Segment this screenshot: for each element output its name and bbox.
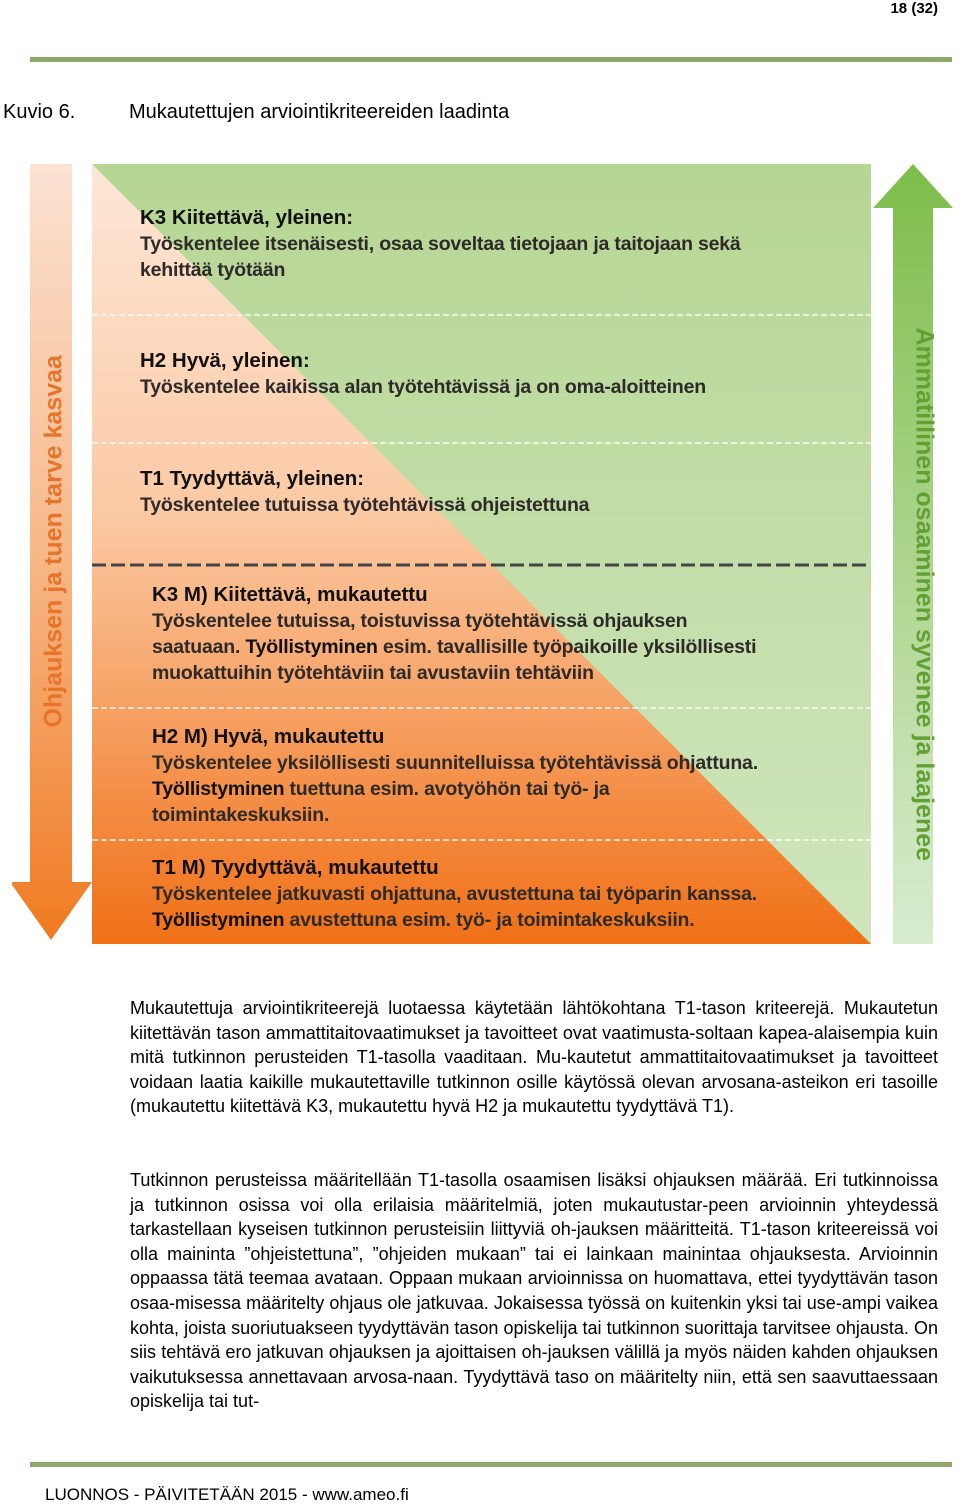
- level-text: Työskentelee jatkuvasti ohjattuna, avustettuna tai työparin kanssa.: [152, 883, 758, 905]
- level-title: K3 Kiitettävä, yleinen:: [140, 206, 354, 229]
- level-title: H2 Hyvä, yleinen:: [140, 349, 310, 372]
- level-t1-adapted: [152, 855, 852, 933]
- level-title: H2 M) Hyvä, mukautettu: [152, 725, 385, 748]
- page-number: 18 (32): [890, 0, 938, 17]
- level-text: kehittää työtään: [140, 259, 286, 281]
- body-paragraph: Tutkinnon perusteissa määritellään T1-tasolla osaamisen lisäksi ohjauksen määrää. Eri tutkinnoissa ja tutkinnon osissa voi olla erilaisia määritelmiä, joten mukautustar-peen arvioinnin yhteydessä tarkastellaan kyseisen tutkinnon perusteisiin liittyviä oh-jauksen määritteitä. T1-tason kriteereissä voi olla maininta ”ohjeistettuna”, ”ohjeiden mukaan” tai ei lainkaan mainintaa ohjauksesta. Arvioinnin oppaassa tätä teemaa avataan. Oppaan mukaan arvioinnissa on huomattava, ettei tyydyttävän tason osaa-misessa määritelty ohjaus ole jatkuvaa. Jokaisessa työssä on kuitenkin yksi tai use-ampi vaikea kohta, joista suoriutuakseen tyydyttävän tason opiskelija tai tutkinnon suorittaja tarvitsee ohjausta. On siis tehtävä ero jatkuvan ohjauksen ja ajoittaisen oh-jauksen välillä ja myös näiden kahden ohjauksen vaikutuksessa annettavaan arvosa-naan. Tyydyttävä taso on määritelty niin, että sen saavuttaessaan opiskelija tai tut-: [130, 1170, 938, 1412]
- level-h2-adapted: [152, 724, 852, 828]
- text-part: tuettuna esim. avotyöhön tai työ- ja: [284, 778, 610, 800]
- header-divider: [30, 57, 952, 62]
- figure-title: Mukautettujen arviointikriteereiden laadinta: [129, 101, 510, 123]
- level-k3-general: [140, 205, 850, 283]
- level-text: Työskentelee tutuissa, toistuvissa työtehtävissä ohjauksen: [152, 610, 688, 632]
- level-text: [152, 907, 852, 933]
- level-text: toimintakeskuksiin.: [152, 804, 330, 826]
- right-arrow-label: Ammatillinen osaaminen syvenee ja laajenee: [910, 327, 939, 862]
- level-t1-general: [140, 466, 850, 518]
- level-text: Työskentelee itsenäisesti, osaa soveltaa tietojaan ja taitojaan sekä: [140, 233, 741, 255]
- emphasis: Työllistyminen: [245, 636, 378, 658]
- level-title: T1 Tyydyttävä, yleinen:: [140, 467, 365, 490]
- level-title: T1 M) Tyydyttävä, mukautettu: [152, 856, 439, 879]
- assessment-criteria-diagram: [12, 160, 957, 948]
- emphasis: Työllistyminen: [152, 778, 285, 800]
- emphasis: Työllistyminen: [152, 909, 285, 931]
- footer-text: LUONNOS - PÄIVITETÄÄN 2015 - www.ameo.fi: [45, 1485, 409, 1504]
- figure-number: Kuvio 6.: [3, 101, 76, 123]
- level-text: [152, 634, 852, 660]
- level-h2-general: [140, 348, 850, 400]
- text-part: saatuaan.: [152, 636, 246, 658]
- level-text: Työskentelee tutuissa työtehtävissä ohjeistettuna: [140, 494, 590, 516]
- level-text: muokattuihin työtehtäviin tai avustaviin tehtäviin: [152, 662, 594, 684]
- footer-divider: [30, 1462, 952, 1467]
- text-part: esim. tavallisille työpaikoille yksilöllisesti: [377, 636, 757, 658]
- level-text: [152, 776, 852, 802]
- body-paragraph: Mukautettuja arviointikriteerejä luotaessa käytetään lähtökohtana T1-tason kriteerejä. Mukautetun kiitettävän tason ammattitaitovaatimukset ja tavoitteet ovat vaatimusta-soltaan kapea-alaisempia kuin mitä tutkinnon perusteiden T1-tasolla vaaditaan. Mu-kautetut ammattitaitovaatimukset ja tavoitteet voidaan laatia kaikille mukautettaville tutkinnon osille käytössä olevan arvosana-asteikon eri tasoille (mukautettu kiitettävä K3, mukautettu hyvä H2 ja mukautettu tyydyttävä T1).: [130, 998, 938, 1117]
- figure-caption: [3, 101, 509, 124]
- level-title: K3 M) Kiitettävä, mukautettu: [152, 583, 428, 606]
- text-part: avustettuna esim. työ- ja toimintakeskuksiin.: [284, 909, 695, 931]
- level-text: Työskentelee kaikissa alan työtehtävissä ja on oma-aloitteinen: [140, 376, 706, 398]
- left-arrow-label: Ohjauksen ja tuen tarve kasvaa: [39, 355, 68, 728]
- level-k3-adapted: [152, 582, 852, 686]
- level-text: Työskentelee yksilöllisesti suunnitelluissa työtehtävissä ohjattuna.: [152, 752, 758, 774]
